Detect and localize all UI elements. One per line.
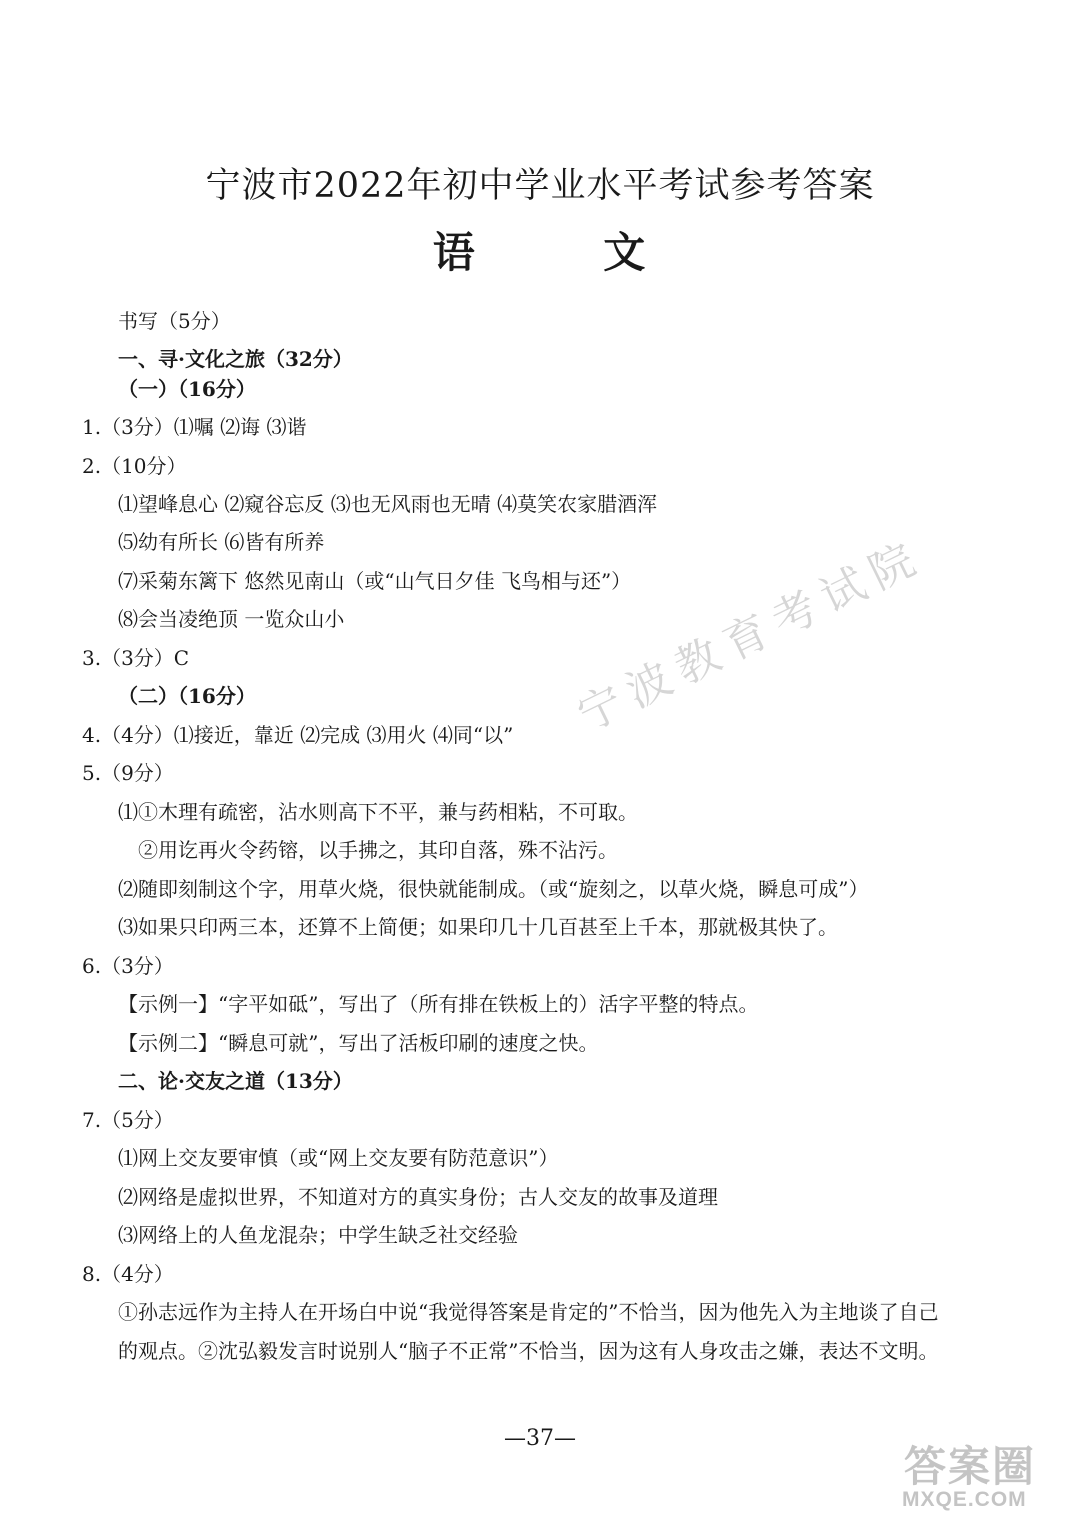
answer-6-example-1: 【示例一】“字平如砥”，写出了（所有排在铁板上的）活字平整的特点。 xyxy=(118,992,759,1016)
answer-5-line-3: ⑵随即刻制这个字，用草火烧，很快就能制成。（或“旋刻之，以草火烧，瞬息可成”） xyxy=(118,877,869,901)
answer-2-line-1: ⑴望峰息心 ⑵窥谷忘反 ⑶也无风雨也无晴 ⑷莫笑农家腊酒浑 xyxy=(118,492,658,516)
answer-6-example-2: 【示例二】“瞬息可就”，写出了活板印刷的速度之快。 xyxy=(118,1031,599,1055)
answer-3: 3.（3分）C xyxy=(82,646,190,670)
answer-5-line-1: ⑴①木理有疏密，沾水则高下不平，兼与药相粘，不可取。 xyxy=(118,800,638,824)
section-writing: 书写（5分） xyxy=(118,309,231,333)
answer-2-line-2: ⑸幼有所长 ⑹皆有所养 xyxy=(118,530,325,554)
watermark: 宁波教育考试院 xyxy=(569,530,933,742)
answer-8-line-1: ①孙志远作为主持人在开场白中说“我觉得答案是肯定的”不恰当，因为他先入为主地谈了自己 xyxy=(118,1300,939,1324)
site-logo xyxy=(898,1430,1066,1518)
page-title: 宁波市2022年初中学业水平考试参考答案 xyxy=(205,166,875,206)
part-2-heading: （二）（16分） xyxy=(118,684,256,708)
answer-1: 1.（3分）⑴嘱 ⑵诲 ⑶谐 xyxy=(82,415,307,439)
logo-sub-text: MXQE.COM xyxy=(902,1488,1027,1511)
answer-5-line-2: ②用讫再火令药镕，以手拂之，其印自落，殊不沾污。 xyxy=(138,838,618,862)
subject-title: 语 文 xyxy=(432,228,648,277)
answer-2-line-3: ⑺采菊东篱下 悠然见南山（或“山气日夕佳 飞鸟相与还”） xyxy=(118,569,632,593)
answer-2-line-4: ⑻会当凌绝顶 一览众山小 xyxy=(118,607,345,631)
page-number: —37— xyxy=(504,1426,576,1451)
section-2-heading: 二、论·交友之道（13分） xyxy=(118,1069,353,1093)
answer-4: 4.（4分）⑴接近，靠近 ⑵完成 ⑶用火 ⑷同“以” xyxy=(82,723,514,747)
answer-8-line-2: 的观点。②沈弘毅发言时说别人“脑子不正常”不恰当，因为这有人身攻击之嫌，表达不文明。 xyxy=(118,1339,939,1363)
answer-5-heading: 5.（9分） xyxy=(82,761,174,785)
answer-7-line-1: ⑴网上交友要审慎（或“网上交友要有防范意识”） xyxy=(118,1146,559,1170)
logo-main-text: 答案圈 xyxy=(904,1442,1037,1491)
part-1-heading: （一）（16分） xyxy=(118,377,256,401)
answer-5-line-4: ⑶如果只印两三本，还算不上简便；如果印几十几百甚至上千本，那就极其快了。 xyxy=(118,915,838,939)
answer-8-heading: 8.（4分） xyxy=(82,1262,174,1286)
answer-7-line-3: ⑶网络上的人鱼龙混杂；中学生缺乏社交经验 xyxy=(118,1223,518,1247)
answer-7-line-2: ⑵网络是虚拟世界，不知道对方的真实身份；古人交友的故事及道理 xyxy=(118,1185,718,1209)
section-1-heading: 一、寻·文化之旅（32分） xyxy=(118,347,353,371)
answer-2-heading: 2.（10分） xyxy=(82,454,187,478)
answer-6-heading: 6.（3分） xyxy=(82,954,174,978)
answer-7-heading: 7.（5分） xyxy=(82,1108,174,1132)
